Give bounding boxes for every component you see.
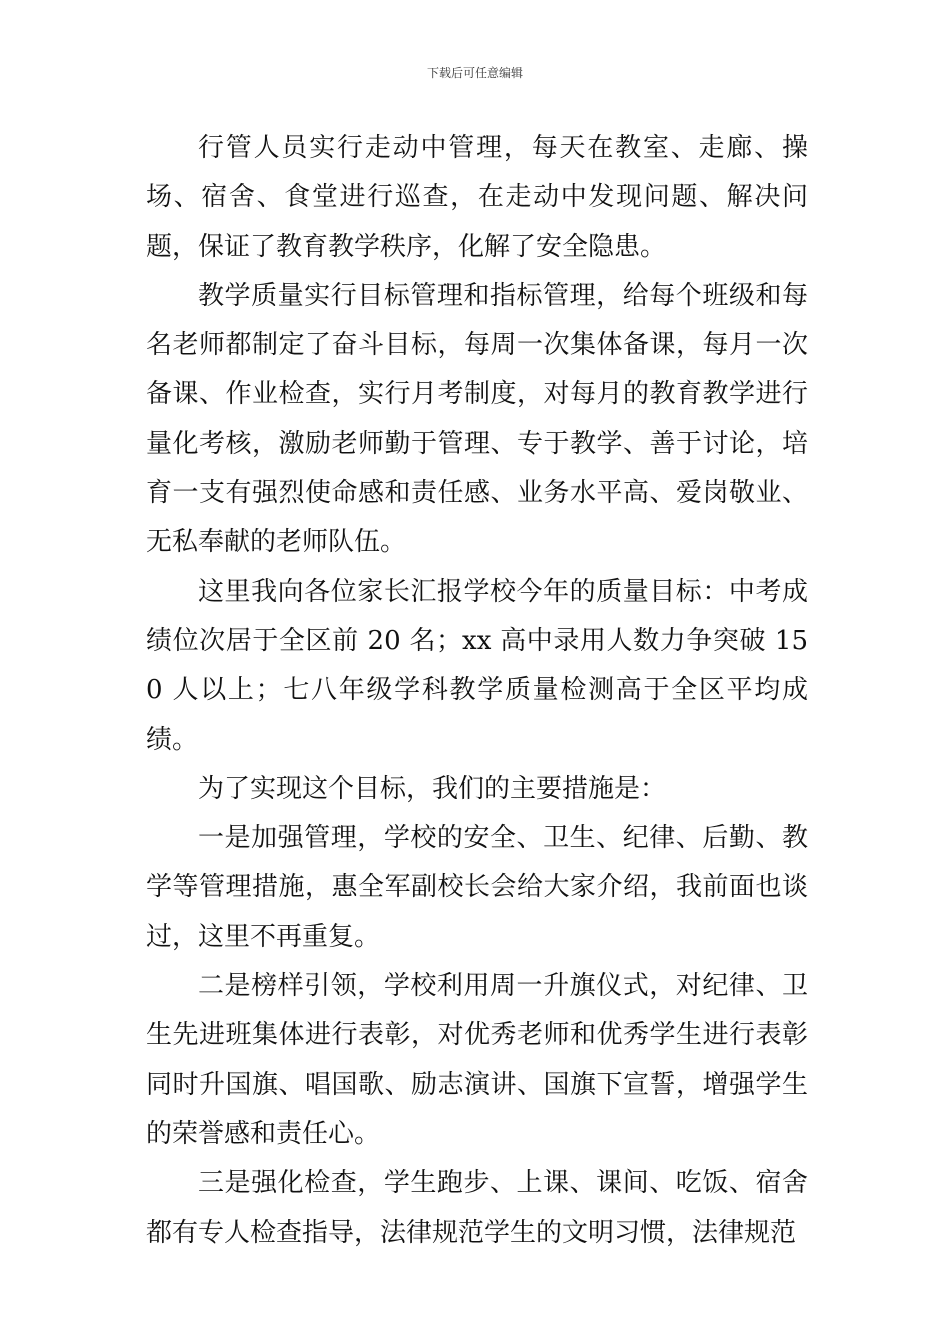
document-body	[146, 124, 808, 1258]
paragraph-management-patrol: 行管人员实行走动中管理，每天在教室、走廊、操场、宿舍、食堂进行巡查，在走动中发现问题、解决问题，保证了教育教学秩序，化解了安全隐患。	[146, 133, 808, 262]
paragraph-measure-three: 三是强化检查，学生跑步、上课、课间、吃饭、宿舍都有专人检查指导，法律规范学生的文明习惯，法律规范	[146, 1168, 808, 1248]
paragraph-measures-intro: 为了实现这个目标，我们的主要措施是：	[198, 773, 667, 804]
paragraph-measure-two: 二是榜样引领，学校利用周一升旗仪式，对纪律、卫生先进班集体进行表彰，对优秀老师和优秀学生进行表彰同时升国旗、唱国歌、励志演讲、国旗下宣誓，增强学生的荣誉感和责任心。	[146, 971, 808, 1149]
paragraph-teaching-quality: 教学质量实行目标管理和指标管理，给每个班级和每名老师都制定了奋斗目标，每周一次集体备课，每月一次备课、作业检查，实行月考制度，对每月的教育教学进行量化考核，激励老师勤于管理、专于教学、善于讨论，培育一支有强烈使命感和责任感、业务水平高、爱岗敬业、无私奉献的老师队伍。	[146, 280, 808, 558]
page-header-note: 下载后可任意编辑	[426, 66, 523, 80]
paragraph-measure-one: 一是加强管理，学校的安全、卫生、纪律、后勤、教学等管理措施，惠全军副校长会给大家介绍，我前面也谈过，这里不再重复。	[146, 823, 808, 952]
paragraph-quality-goals: 这里我向各位家长汇报学校今年的质量目标：中考成绩位次居于全区前 20 名；xx 高中录用人数力争突破 150 人以上；七八年级学科教学质量检测高于全区平均成绩。	[146, 576, 808, 755]
